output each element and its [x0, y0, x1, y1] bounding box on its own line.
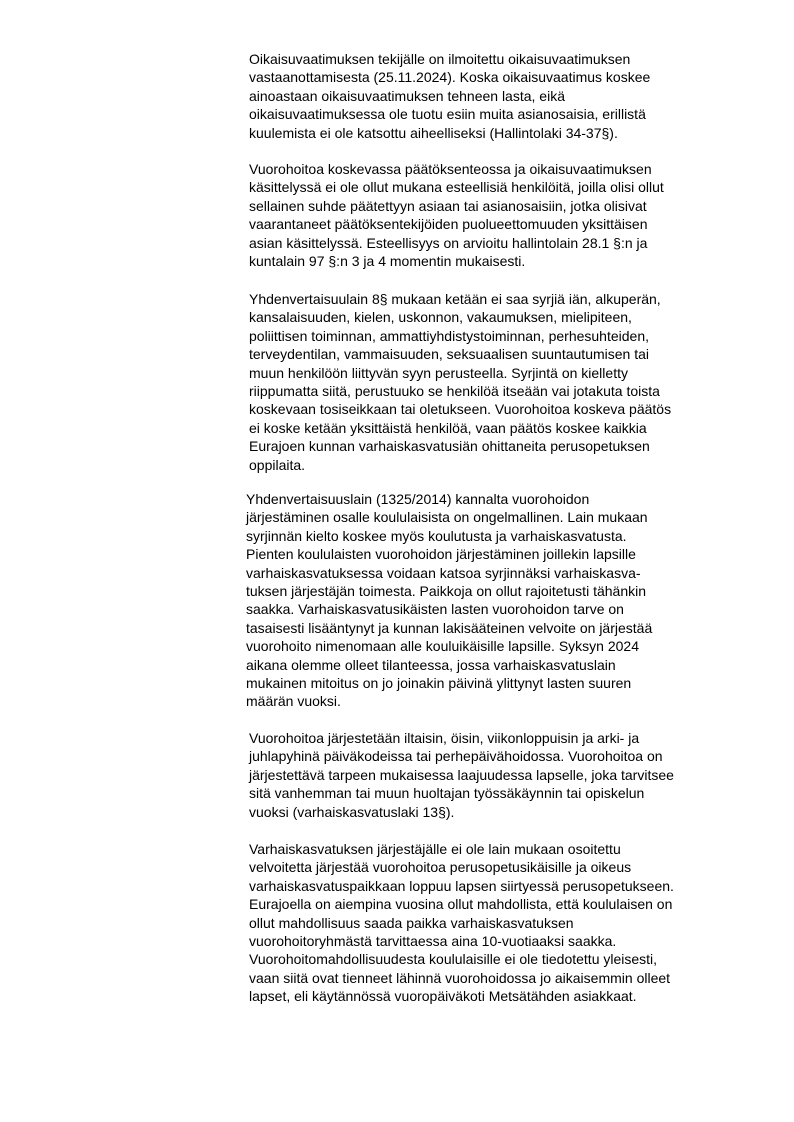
text-line: tasaisesti lisääntynyt ja kunnan lakisääteinen velvoite on järjestää — [246, 619, 653, 636]
text-line: järjestäminen osalle koululaisista on ongelmallinen. Lain mukaan — [246, 509, 648, 526]
paragraph-disqualification — [249, 160, 664, 270]
text-line: Eurajoella on aiempina vuosina ollut mahdollista, että koululaisen on — [249, 896, 673, 913]
text-line: terveydentilan, vammaisuuden, seksuaalisen suuntautumisen tai — [249, 346, 650, 363]
text-line: koskevaan tosiseikkaan tai oletukseen. Vuorohoitoa koskeva päätös — [249, 401, 672, 418]
text-line: sitä vanhemman tai muun huoltajan työssäkäynnin tai opiskelun — [249, 785, 645, 802]
text-line: syrjinnän kielto koskee myös koulutusta ja varhaiskasvatusta. — [246, 527, 627, 544]
text-line: asian käsittelyssä. Esteellisyys on arvioitu hallintolain 28.1 §:n ja — [249, 234, 648, 251]
paragraph-organizer-obligation — [249, 840, 674, 1006]
text-line: Oikaisuvaatimuksen tekijälle on ilmoitettu oikaisuvaatimuksen — [249, 51, 631, 67]
text-line: Vuorohoitomahdollisuudesta koululaisille ei ole tiedotettu yleisesti, — [249, 951, 658, 968]
text-line: varhaiskasvatuspaikkaan loppuu lapsen siirtyessä perusopetukseen. — [249, 877, 674, 894]
paragraph-equality-act — [249, 290, 671, 474]
text-line: lapset, eli käytännössä vuoropäiväkoti Metsätähden asiakkaat. — [249, 988, 637, 1005]
text-line: vastaanottamisesta (25.11.2024). Koska oikaisuvaatimus koskee — [249, 69, 651, 86]
text-line: ollut mahdollisuus saada paikka varhaiskasvatuksen — [249, 914, 574, 931]
text-line: kansalaisuuden, kielen, uskonnon, vakaumuksen, mielipiteen, — [249, 309, 632, 326]
text-line: juhlapyhinä päiväkodeissa tai perhepäivähoidossa. Vuorohoitoa on — [249, 748, 663, 765]
text-line: riippumatta siitä, perustuuko se henkilöä itseään vai jotakuta toista — [249, 383, 660, 400]
text-line: Eurajoen kunnan varhaiskasvatusiän ohittaneita perusopetuksen — [249, 438, 650, 455]
paragraph-hearing — [249, 50, 650, 142]
text-line: Varhaiskasvatuksen järjestäjälle ei ole lain mukaan osoitettu — [249, 841, 621, 857]
text-line: oikaisuvaatimuksessa ole tuotu esiin muita asianosaisia, erillistä — [249, 106, 646, 123]
text-line: Pienten koululaisten vuorohoidon järjestäminen joillekin lapsille — [246, 546, 636, 563]
text-line: velvoitetta järjestää vuorohoitoa perusopetusikäisille ja oikeus — [249, 859, 632, 876]
paragraph-equality-shift-care — [246, 490, 652, 711]
text-line: poliittisen toiminnan, ammattiyhdistystoiminnan, perhesuhteiden, — [249, 327, 649, 344]
text-line: tuksen järjestäjän toimesta. Paikkoja on ollut rajoitetusti tähänkin — [246, 583, 646, 600]
text-line: Vuorohoitoa järjestetään iltaisin, öisin, viikonloppuisin ja arki- ja — [249, 730, 640, 746]
text-line: kuntalain 97 §:n 3 ja 4 momentin mukaisesti. — [249, 253, 526, 270]
text-line: muun henkilöön liittyvän syyn perusteella. Syrjintä on kielletty — [249, 364, 628, 381]
text-line: vuorohoitoryhmästä tarvittaessa aina 10-vuotiaaksi saakka. — [249, 933, 617, 950]
text-line: vaarantaneet päätöksentekijöiden puolueettomuuden yksittäisen — [249, 216, 648, 233]
text-line: varhaiskasvatuksessa voidaan katsoa syrjinnäksi varhaiskasva- — [246, 564, 641, 581]
text-line: Vuorohoitoa koskevassa päätöksenteossa ja oikaisuvaatimuksen — [249, 161, 652, 177]
text-line: mukainen mitoitus on jo joinakin päivinä ylittynyt lasten suuren — [246, 675, 632, 692]
text-line: sellainen suhde päätettyyn asiaan tai asianosaisiin, jotka olisivat — [249, 197, 647, 214]
text-line: ainoastaan oikaisuvaatimuksen tehneen lasta, eikä — [249, 87, 565, 104]
text-line: määrän vuoksi. — [246, 693, 341, 710]
text-line: Yhdenvertaisuuslain (1325/2014) kannalta vuorohoidon — [246, 491, 590, 507]
text-line: aikana olemme olleet tilanteessa, jossa varhaiskasvatuslain — [246, 656, 616, 673]
text-line: vaan siitä ovat tienneet lähinnä vuorohoidossa jo aikaisemmin olleet — [249, 969, 671, 986]
text-line: oppilaita. — [249, 456, 306, 473]
text-line: Yhdenvertaisuulain 8§ mukaan ketään ei saa syrjiä iän, alkuperän, — [249, 291, 661, 307]
text-line: kuulemista ei ole katsottu aiheelliseksi (Hallintolaki 34-37§). — [249, 124, 618, 141]
paragraph-shift-care-definition — [249, 729, 674, 821]
text-line: vuorohoito nimenomaan alle kouluikäisille lapsille. Syksyn 2024 — [246, 638, 639, 655]
text-line: käsittelyssä ei ole ollut mukana esteellisiä henkilöitä, joilla olisi ollut — [249, 179, 664, 196]
text-line: saakka. Varhaiskasvatusikäisten lasten vuorohoidon tarve on — [246, 601, 624, 618]
text-line: ei koske ketään yksittäistä henkilöä, vaan päätös koskee kaikkia — [249, 419, 647, 436]
text-line: vuoksi (varhaiskasvatuslaki 13§). — [249, 803, 455, 820]
text-line: järjestettävä tarpeen mukaisessa laajuudessa lapselle, joka tarvitsee — [249, 766, 674, 783]
